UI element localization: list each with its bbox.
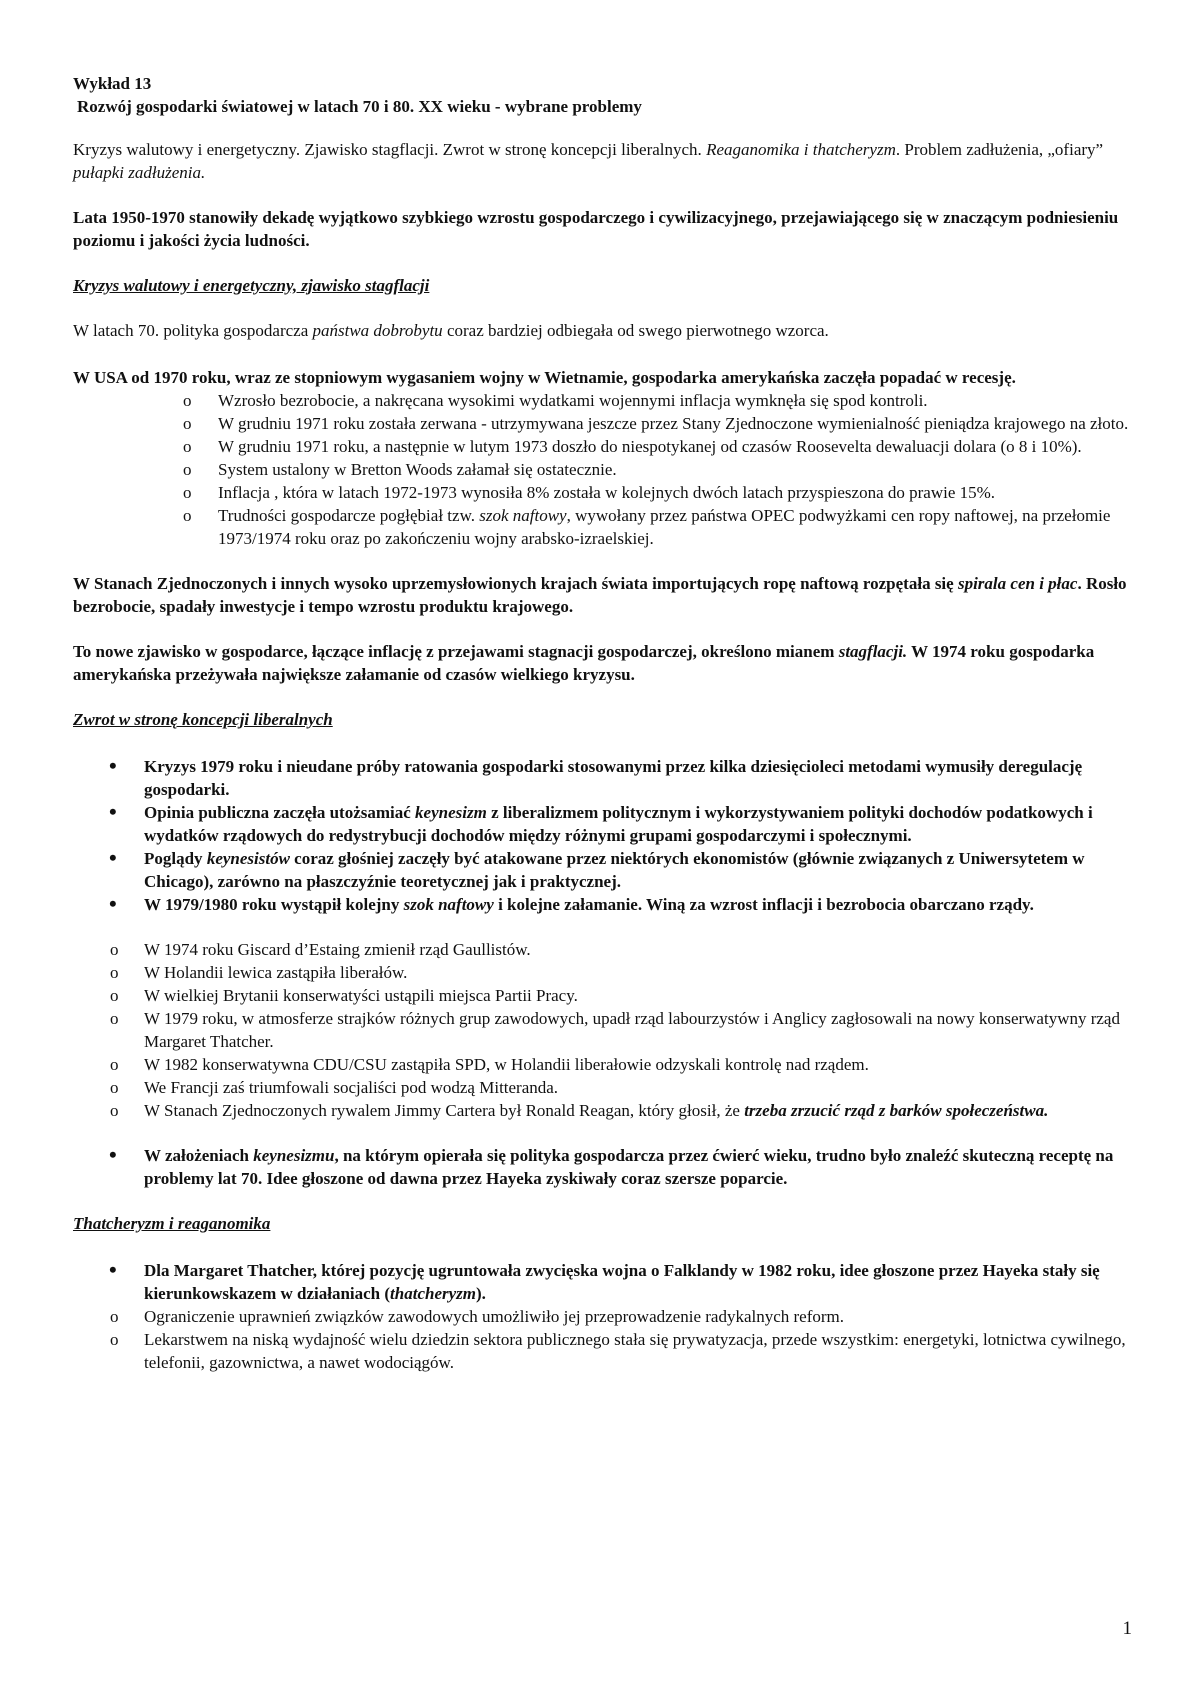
section-heading-thatcherism: Thatcheryzm i reaganomika [73, 1214, 271, 1233]
welfare-state-paragraph [73, 319, 1134, 342]
b3-text-3: coraz głośniej zaczęły być atakowane przez niektórych ekonomistów (głównie związanych z Uniwersytetem w Chicago), zarówno na płaszczyźnie teoretycznej jak i praktycznej. [144, 849, 1085, 891]
keynesianism-bullets [73, 1144, 1134, 1190]
growth-paragraph: Lata 1950-1970 stanowiły dekadę wyjątkowo szybkiego wzrostu gospodarczego i cywilizacyjnego, przejawiającego się w znaczącym podniesieniu poziomu i jakości życia ludności. [73, 208, 1119, 250]
s3b1-text-1: Dla Margaret Thatcher, której pozycję ugruntowała zwycięska wojna o Falklandy w 1982 roku, idee głoszone przez Hayeka stały się kierunkowskazem w działaniach ( [144, 1261, 1100, 1303]
list-item: o W grudniu 1971 roku, a następnie w lutym 1973 doszło do niespotykanej od czasów Roosevelta dewaluacji dolara (o 8 i 10%). [73, 435, 1134, 458]
list-item: • Kryzys 1979 roku i nieudane próby ratowania gospodarki stosowanymi przez kilka dziesięcioleci metodami wymusiły deregulację gospodarki. [73, 755, 1134, 801]
b2-text-3: z liberalizmem politycznym i wykorzystywaniem polityki dochodów podatkowych i wydatków rządowych do redystrybucji dochodów między różnymi grupami gospodarczymi i społecznymi. [144, 803, 1093, 845]
intro-debt-trap: pułapki zadłużenia. [73, 163, 206, 182]
reagan-text-1: W Stanach Zjednoczonych rywalem Jimmy Cartera był Ronald Reagan, który głosił, że [144, 1101, 745, 1120]
government-changes-list [73, 938, 1134, 1122]
list-item [73, 847, 1134, 893]
list-item: o System ustalony w Bretton Woods załamał się ostatecznie. [73, 458, 1134, 481]
list-item: o Inflacja , która w latach 1972-1973 wynosiła 8% została w kolejnych dwóch latach przyspieszona do prawie 15%. [73, 481, 1134, 504]
oil-shock-term: szok naftowy [479, 506, 567, 525]
list-item: o W 1982 konserwatywna CDU/CSU zastąpiła SPD, w Holandii liberałowie odzyskali kontrolę nad rządem. [73, 1053, 1134, 1076]
b2-text-1: Opinia publiczna zaczęła utożsamiać [144, 803, 416, 822]
intro-paragraph [73, 138, 1134, 184]
liberal-turn-bullets [73, 755, 1134, 916]
list-item [73, 1259, 1134, 1305]
b4-term: szok naftowy [403, 895, 494, 914]
b5-text-3: , na którym opierała się polityka gospodarcza przez ćwierć wieku, trudno było znaleźć skuteczną receptę na problemy lat 70. Idee głoszone od dawna przez Hayeka zyskiwały coraz szersze poparcie. [144, 1146, 1114, 1188]
b5-text-1: W założeniach [144, 1146, 254, 1165]
list-item: o Lekarstwem na niską wydajność wielu dziedzin sektora publicznego stała się prywatyzacja, przede wszystkim: energetyki, lotnictwa cywilnego, telefonii, gazownictwa, a nawet wodociągów. [73, 1328, 1134, 1374]
list-item: o W Holandii lewica zastąpiła liberałów. [73, 961, 1134, 984]
b4-text-1: W 1979/1980 roku wystąpił kolejny [144, 895, 404, 914]
b5-term: keynesizmu [253, 1146, 335, 1165]
list-item: o Ograniczenie uprawnień związków zawodowych umożliwiło jej przeprowadzenie radykalnych reform. [73, 1305, 1134, 1328]
list-item: o We Francji zaś triumfowali socjaliści pod wodzą Mitteranda. [73, 1076, 1134, 1099]
list-item: o W 1974 roku Giscard d’Estaing zmienił rząd Gaullistów. [73, 938, 1134, 961]
section-heading-currency-crisis: Kryzys walutowy i energetyczny, zjawisko stagflacji [73, 276, 430, 295]
intro-text-3: . Problem zadłużenia, „ofiary” [895, 140, 1104, 159]
welfare-term: państwa dobrobytu [312, 321, 443, 340]
stagflation-text-3: W 1974 roku gospodarka amerykańska przeżywała największe załamanie od czasów wielkiego kryzysu. [73, 642, 1095, 684]
intro-reaganomics: Reaganomika i thatcheryzm [706, 140, 896, 159]
b2-term: keynesizm [415, 803, 487, 822]
s3b1-term: thatcheryzm [390, 1284, 476, 1303]
section-heading-liberal-turn: Zwrot w stronę koncepcji liberalnych [73, 710, 333, 729]
b4-text-3: i kolejne załamanie. Winą za wzrost inflacji i bezrobocia obarczano rządy. [493, 895, 1034, 914]
list-item [73, 893, 1134, 916]
reagan-quote: trzeba zrzucić rząd z barków społeczeństwa. [744, 1101, 1049, 1120]
spiral-paragraph [73, 572, 1134, 618]
welfare-text-3: coraz bardziej odbiegała od swego pierwotnego wzorca. [442, 321, 829, 340]
list-item [73, 801, 1134, 847]
spiral-term: spirala cen i płac [957, 574, 1078, 593]
spiral-text-3: . Rosło bezrobocie, spadały inwestycje i tempo wzrostu produktu krajowego. [73, 574, 1127, 616]
stagflation-term: stagflacji. [838, 642, 908, 661]
s3b1-text-3: ). [476, 1284, 486, 1303]
welfare-text-1: W latach 70. polityka gospodarcza [73, 321, 313, 340]
crisis-list [73, 389, 1134, 550]
spiral-text-1: W Stanach Zjednoczonych i innych wysoko uprzemysłowionych krajach świata importujących ropę naftową rozpętała się [73, 574, 958, 593]
list-item [73, 1099, 1134, 1122]
list-item: o W 1979 roku, w atmosferze strajków różnych grup zawodowych, upadł rząd labourzystów i Anglicy zagłosowali na nowy konserwatywny rząd Margaret Thatcher. [73, 1007, 1134, 1053]
lecture-title: Rozwój gospodarki światowej w latach 70 i 80. XX wieku - wybrane problemy [77, 97, 642, 116]
list-item [73, 504, 1134, 550]
lecture-number: Wykład 13 [73, 74, 152, 93]
b3-text-1: Poglądy [144, 849, 207, 868]
page-number: 1 [1122, 1618, 1132, 1639]
thatcherism-bullets [73, 1259, 1134, 1305]
thatcherism-list [73, 1305, 1134, 1374]
list-item: o Wzrosło bezrobocie, a nakręcana wysokimi wydatkami wojennymi inflacja wymknęła się spod kontroli. [73, 389, 1134, 412]
list-item: o W wielkiej Brytanii konserwatyści ustąpili miejsca Partii Pracy. [73, 984, 1134, 1007]
stagflation-paragraph [73, 640, 1134, 686]
intro-text-1: Kryzys walutowy i energetyczny. Zjawisko stagflacji. Zwrot w stronę koncepcji liberalnych. [73, 140, 707, 159]
oil-text-3: , wywołany przez państwa OPEC podwyżkami cen ropy naftowej, na przełomie 1973/1974 roku oraz po zakończeniu wojny arabsko-izraelskiej. [218, 506, 1111, 548]
b3-term: keynesistów [206, 849, 290, 868]
usa-recession-paragraph: W USA od 1970 roku, wraz ze stopniowym wygasaniem wojny w Wietnamie, gospodarka amerykańska zaczęła popadać w recesję. [73, 368, 1016, 387]
stagflation-text-1: To nowe zjawisko w gospodarce, łączące inflację z przejawami stagnacji gospodarczej, określono mianem [73, 642, 839, 661]
oil-text-1: Trudności gospodarcze pogłębiał tzw. [218, 506, 480, 525]
list-item: o W grudniu 1971 roku została zerwana - utrzymywana jeszcze przez Stany Zjednoczone wymienialność pieniądza krajowego na złoto. [73, 412, 1134, 435]
list-item [73, 1144, 1134, 1190]
